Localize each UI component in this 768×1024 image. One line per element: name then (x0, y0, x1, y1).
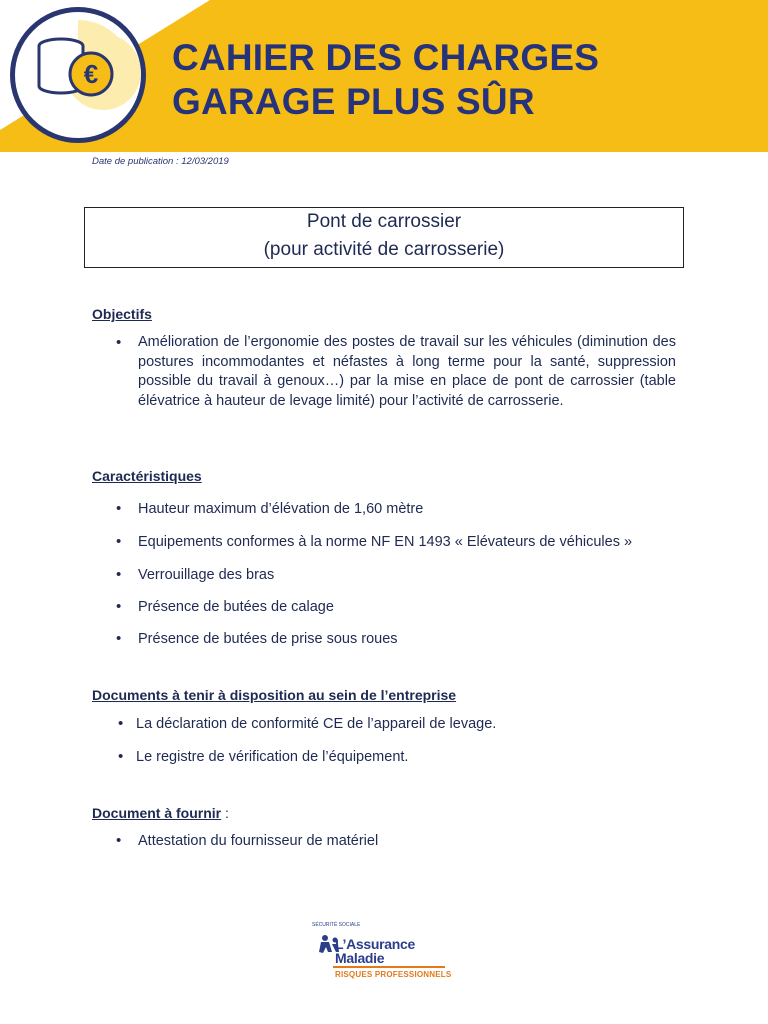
bullet-marker: • (116, 334, 122, 351)
bullet-marker: • (116, 598, 122, 615)
list-item: Equipements conformes à la norme NF EN 1493 « Elévateurs de véhicules » (138, 534, 633, 550)
footer-divider (333, 966, 445, 968)
publication-date: Date de publication : 12/03/2019 (92, 156, 229, 167)
section-title-fournir-text: Document à fournir (92, 805, 222, 821)
subject-title: Pont de carrossier (306, 211, 462, 232)
list-item: Le registre de vérification de l’équipement. (136, 749, 409, 765)
list-item: Présence de butées de calage (138, 599, 334, 615)
coins-euro-icon (15, 12, 141, 138)
footer-brand-line3: RISQUES PROFESSIONNELS (335, 970, 452, 979)
section-title-caracteristiques: Caractéristiques (92, 468, 202, 484)
svg-text:€: € (83, 59, 99, 89)
bullet-marker: • (116, 500, 122, 517)
list-item: Verrouillage des bras (138, 567, 275, 583)
list-item: Présence de butées de prise sous roues (138, 631, 398, 647)
footer-brand-line2: Maladie (335, 950, 385, 966)
logo-badge (10, 7, 146, 143)
bullet-marker: • (118, 748, 124, 765)
section-title-fournir-suffix: : (221, 805, 229, 821)
header-band (0, 0, 768, 152)
list-item: Hauteur maximum d’élévation de 1,60 mètre (138, 501, 424, 517)
bullet-marker: • (116, 566, 122, 583)
list-item: La déclaration de conformité CE de l’appareil de levage. (136, 716, 497, 732)
subject-box (84, 207, 684, 268)
subject-subtitle: (pour activité de carrosserie) (263, 239, 505, 260)
page-title (172, 36, 599, 124)
section-title-objectifs: Objectifs (92, 306, 152, 322)
bullet-marker: • (116, 832, 122, 849)
footer-brand-line1: L’Assurance (335, 936, 415, 952)
section-title-documents: Documents à tenir à disposition au sein de l’entreprise (92, 687, 457, 703)
bullet-marker: • (116, 533, 122, 550)
objectifs-text: Amélioration de l’ergonomie des postes de travail sur les véhicules (diminution des postures incommodantes et néfastes à long terme pour la santé, suppression possible du travail à genoux…) par la mise en place de pont de carrossier (table élévatrice à hauteur de levage limité) pour l’activité de carrosserie. (138, 334, 676, 409)
footer-arc-text: SÉCURITÉ SOCIALE (312, 922, 361, 928)
bullet-marker: • (118, 715, 124, 732)
bullet-marker: • (116, 630, 122, 647)
title-line-1: CAHIER DES CHARGES (172, 37, 600, 78)
title-line-2: GARAGE PLUS SÛR (172, 81, 535, 122)
section-title-fournir (92, 805, 229, 821)
list-item: Attestation du fournisseur de matériel (138, 833, 379, 849)
